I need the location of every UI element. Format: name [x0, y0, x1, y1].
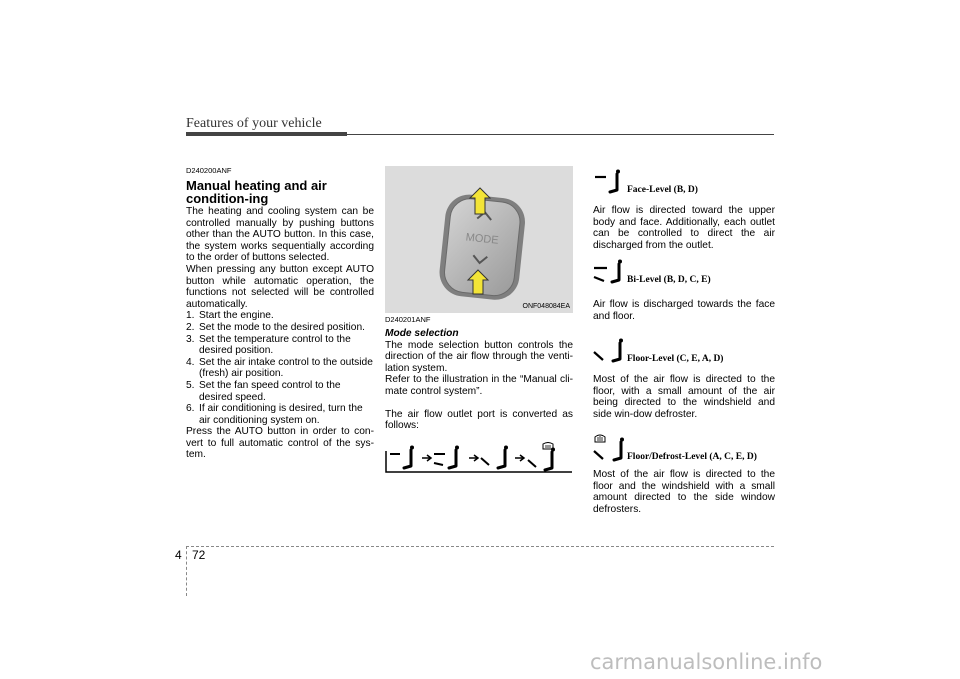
section-subheading: Mode selection: [385, 328, 459, 339]
middle-column: [385, 313, 573, 432]
mode-sequence-diagram: [385, 442, 573, 474]
footer-rule: [186, 546, 774, 547]
arrow-right-icon: [515, 455, 524, 461]
mode-description: Most of the air flow is directed to the floor, with a small amount of the air being directed to the windshield and side win-dow defroster.: [593, 374, 775, 420]
mode-button-illustration: [385, 166, 573, 313]
figure-caption: ONF048084EA: [522, 303, 570, 310]
bi-level-row: [593, 255, 775, 285]
header-rule-thick: [186, 132, 347, 136]
footer-vertical-rule: [186, 546, 187, 596]
paragraph: Refer to the illustration in the “Manual cli-mate control system”.: [385, 374, 573, 397]
list-item: [186, 357, 374, 380]
chapter-number: 4: [175, 548, 182, 562]
list-item: [186, 334, 374, 357]
bi-level-icon: [593, 255, 627, 285]
mode-title: Face-Level (B, D): [627, 185, 698, 195]
mode-title: Floor/Defrost-Level (A, C, E, D): [627, 452, 757, 462]
section-heading: Manual heating and air condition-ing: [186, 178, 327, 206]
mode-title: Floor-Level (C, E, A, D): [627, 354, 724, 364]
arrow-right-icon: [422, 455, 431, 461]
step-number: 3.: [186, 333, 195, 345]
step-text: Set the temperature control to the desired position.: [199, 333, 351, 357]
step-text: Set the air intake control to the outside (fresh) air position.: [199, 356, 373, 380]
floor-level-icon: [593, 334, 627, 364]
paragraph: Press the AUTO button in order to con-vert to full automatic control of the sys-tem.: [186, 426, 374, 461]
step-number: 6.: [186, 403, 195, 415]
steps-list: [186, 310, 374, 426]
floor-defrost-icon: [528, 443, 555, 471]
mode-title: Bi-Level (B, D, C, E): [627, 275, 711, 285]
bi-level-icon: [434, 446, 459, 469]
list-item: [186, 322, 374, 334]
mode-button-label: MODE: [465, 231, 500, 247]
mode-description: Most of the air flow is directed to the floor and the windshield with a small amount directed to the side window defrosters.: [593, 469, 775, 515]
paragraph: When pressing any button except AUTO button while automatic operation, the functions not selected will be controlled automatically.: [186, 263, 374, 310]
mode-description: Air flow is directed toward the upper body and face. Additionally, each outlet can be controlled to direct the air discharged from the outlet.: [593, 205, 775, 251]
floor-defrost-icon: [593, 432, 627, 462]
step-number: 1.: [186, 310, 195, 322]
step-text: Set the mode to the desired position.: [199, 321, 365, 333]
floor-level-icon: [481, 446, 508, 469]
mode-description: Air flow is discharged towards the face and floor.: [593, 299, 775, 322]
watermark: carmanualsonline.info: [590, 650, 823, 674]
header-rule-thin: [347, 134, 774, 135]
page-number: 72: [192, 548, 206, 562]
list-item: [186, 380, 374, 403]
face-level-icon: [593, 165, 627, 195]
arrow-right-icon: [469, 455, 478, 461]
floor-level-row: [593, 334, 775, 364]
paragraph: The air flow outlet port is converted as follows:: [385, 408, 573, 432]
paragraph: The mode selection button controls the direction of the air flow through the venti-lation system.: [385, 339, 573, 374]
section-code: D240201ANF: [385, 315, 431, 324]
step-number: 2.: [186, 321, 195, 333]
face-level-icon: [390, 446, 414, 469]
page-header-title: Features of your vehicle: [186, 116, 322, 131]
step-number: 5.: [186, 379, 195, 391]
step-number: 4.: [186, 356, 195, 368]
face-level-row: [593, 165, 775, 195]
floor-defrost-row: [593, 432, 775, 462]
step-text: Start the engine.: [199, 310, 274, 322]
left-column: [186, 166, 374, 461]
mode-button-figure: [385, 166, 573, 313]
paragraph: The heating and cooling system can be controlled manually by pushing buttons other than the AUTO button. In this case, the system works sequentially according to the order of buttons selected.: [186, 206, 374, 264]
list-item: [186, 310, 374, 322]
section-code: D240200ANF: [186, 166, 232, 175]
step-text: If air conditioning is desired, turn the air conditioning system on.: [199, 403, 363, 426]
step-text: Set the fan speed control to the desired speed.: [199, 379, 341, 403]
list-item: [186, 403, 374, 426]
